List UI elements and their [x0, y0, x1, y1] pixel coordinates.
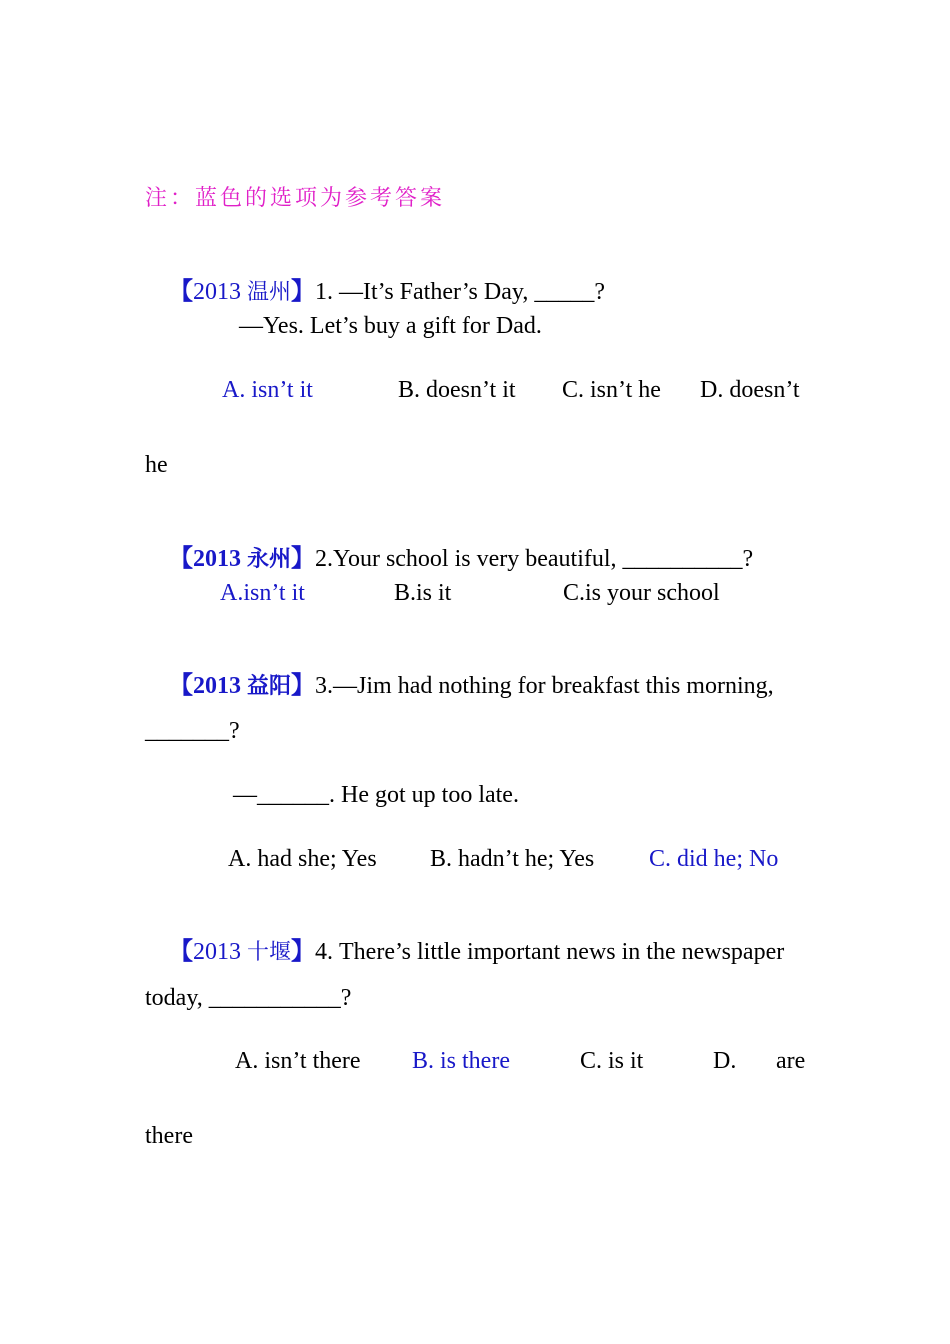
question-4-option-b: B. is there — [412, 1048, 510, 1074]
source-year: 2013 — [193, 939, 241, 965]
question-4-source-tag — [169, 939, 315, 965]
question-2-option-b: B.is it — [394, 580, 452, 606]
question-4-stem: 4. There’s little important news in the newspaper — [315, 939, 785, 965]
bracket-open: 【 — [169, 546, 193, 572]
question-4-option-d-word: are — [776, 1048, 806, 1074]
source-city: 十堰 — [247, 940, 292, 965]
bracket-open: 【 — [169, 939, 193, 965]
source-year: 2013 — [193, 546, 241, 572]
question-4-option-a: A. isn’t there — [235, 1048, 361, 1074]
bracket-close: 】 — [291, 279, 316, 305]
question-3-stem: 3.—Jim had nothing for breakfast this morning, — [315, 673, 774, 699]
question-3-option-a: A. had she; Yes — [228, 846, 377, 872]
question-4-option-d-wrap: there — [145, 1123, 193, 1149]
source-year: 2013 — [193, 673, 241, 699]
question-4-option-c: C. is it — [580, 1048, 644, 1074]
answer-key-note: 注：蓝色的选项为参考答案 — [145, 186, 446, 211]
source-city: 益阳 — [247, 673, 292, 699]
question-2-source-tag — [169, 546, 315, 572]
question-2-stem: 2.Your school is very beautiful, __________? — [315, 546, 754, 572]
bracket-open: 【 — [169, 673, 193, 699]
question-1-option-b: B. doesn’t it — [398, 377, 516, 403]
question-3-stem-wrap: _______? — [145, 718, 240, 744]
question-2-option-a: A.isn’t it — [220, 580, 305, 606]
question-1-stem: 1. —It’s Father’s Day, _____? — [315, 279, 605, 305]
question-1-source-tag — [169, 279, 315, 305]
bracket-open: 【 — [169, 279, 193, 305]
question-3-source-tag — [169, 673, 315, 699]
source-year: 2013 — [193, 279, 241, 305]
question-1-option-d: D. doesn’t — [700, 377, 800, 403]
question-1-option-c: C. isn’t he — [562, 377, 661, 403]
source-city: 永州 — [247, 546, 292, 572]
question-4-option-d: D. — [713, 1048, 737, 1074]
bracket-close: 】 — [291, 673, 316, 699]
bracket-close: 】 — [291, 546, 316, 572]
question-3-option-c: C. did he; No — [649, 846, 779, 872]
question-4-stem-wrap: today, ___________? — [145, 985, 352, 1011]
question-3-option-b: B. hadn’t he; Yes — [430, 846, 595, 872]
question-3-reply: —______. He got up too late. — [233, 782, 519, 808]
question-1-reply: —Yes. Let’s buy a gift for Dad. — [239, 313, 542, 339]
question-1-option-d-wrap: he — [145, 452, 168, 478]
source-city: 温州 — [247, 280, 292, 305]
question-1-option-a: A. isn’t it — [222, 377, 313, 403]
bracket-close: 】 — [291, 939, 316, 965]
question-2-option-c: C.is your school — [563, 580, 720, 606]
